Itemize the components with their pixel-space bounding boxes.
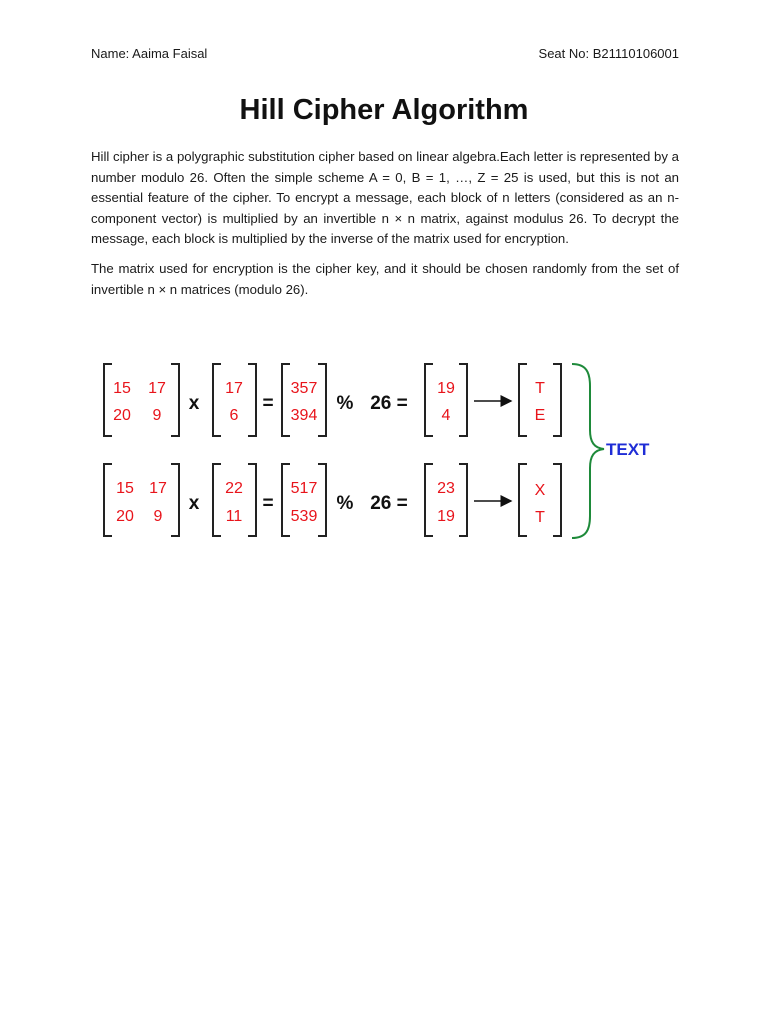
key-matrix-cell: 17 [149,480,167,497]
equals-operator: = [262,493,274,514]
key-matrix-left-bracket [104,364,112,436]
key-matrix-cell: 20 [113,407,131,424]
vector-cell: 11 [225,508,243,525]
key-matrix-cell: 17 [148,380,166,397]
intro-paragraph: Hill cipher is a polygraphic substitution cipher based on linear algebra.Each letter is represented by a number modulo 26. Often the simple scheme A = 0, B = 1, …, Z = 25 is used, but this is not an essential feature of the cipher. To encrypt a message, each block of n letters (considered as an n-component vector) is multiplied by an invertible n × n matrix, against modulus 26. To decrypt the message, each block is multiplied by the inverse of the matrix used for encryption. [91,149,679,246]
residue-right-bracket [459,364,467,436]
residue-cell: 4 [441,407,451,424]
key-matrix-cell: 15 [116,480,134,497]
key-matrix-cell: 15 [113,380,131,397]
equation-row-1 [104,364,561,436]
letters-left-bracket [519,364,527,436]
residue-cell: 19 [437,508,455,525]
vector-left-bracket [213,464,221,536]
letters-right-bracket [553,364,561,436]
product-left-bracket [282,364,290,436]
cipher-letter: T [535,509,545,526]
product-cell: 357 [290,380,318,397]
multiply-operator: x [188,393,200,414]
letters-right-bracket [553,464,561,536]
cipher-letter: X [534,482,546,499]
key-matrix-cell: 20 [116,508,134,525]
residue-cell: 19 [437,380,455,397]
vector-right-bracket [248,464,256,536]
letters-left-bracket [519,464,527,536]
residue-right-bracket [459,464,467,536]
vector-right-bracket [248,364,256,436]
modulus-value: 26 = [370,493,408,514]
product-cell: 539 [290,508,318,525]
key-matrix-left-bracket [104,464,112,536]
key-matrix-cell: 9 [152,407,162,424]
product-left-bracket [282,464,290,536]
vector-cell: 22 [225,480,243,497]
modulo-operator: % [336,493,354,514]
product-right-bracket [318,464,326,536]
vector-cell: 17 [225,380,243,397]
residue-cell: 23 [437,480,455,497]
key-matrix-cell: 9 [153,508,163,525]
modulo-operator: % [336,393,354,414]
residue-left-bracket [425,464,433,536]
product-cell: 394 [290,407,318,424]
header-seat-number: Seat No: B21110106001 [538,46,679,61]
key-matrix-right-bracket [171,464,179,536]
key-paragraph: The matrix used for encryption is the cipher key, and it should be chosen randomly from the set of invertible n × n matrices (modulo 26). [91,261,679,297]
key-matrix-right-bracket [171,364,179,436]
page-title: Hill Cipher Algorithm [239,94,529,126]
vector-cell: 6 [229,407,239,424]
product-right-bracket [318,364,326,436]
vector-left-bracket [213,364,221,436]
multiply-operator: x [188,493,200,514]
cipher-letter: T [535,380,545,397]
curly-brace-icon [572,364,604,538]
decrypted-result: TEXT [606,440,650,459]
product-cell: 517 [290,480,318,497]
equation-row-2 [104,464,561,536]
cipher-letter: E [534,407,546,424]
residue-left-bracket [425,364,433,436]
equals-operator: = [262,393,274,414]
header-name: Name: Aaima Faisal [91,46,208,61]
modulus-value: 26 = [370,393,408,414]
